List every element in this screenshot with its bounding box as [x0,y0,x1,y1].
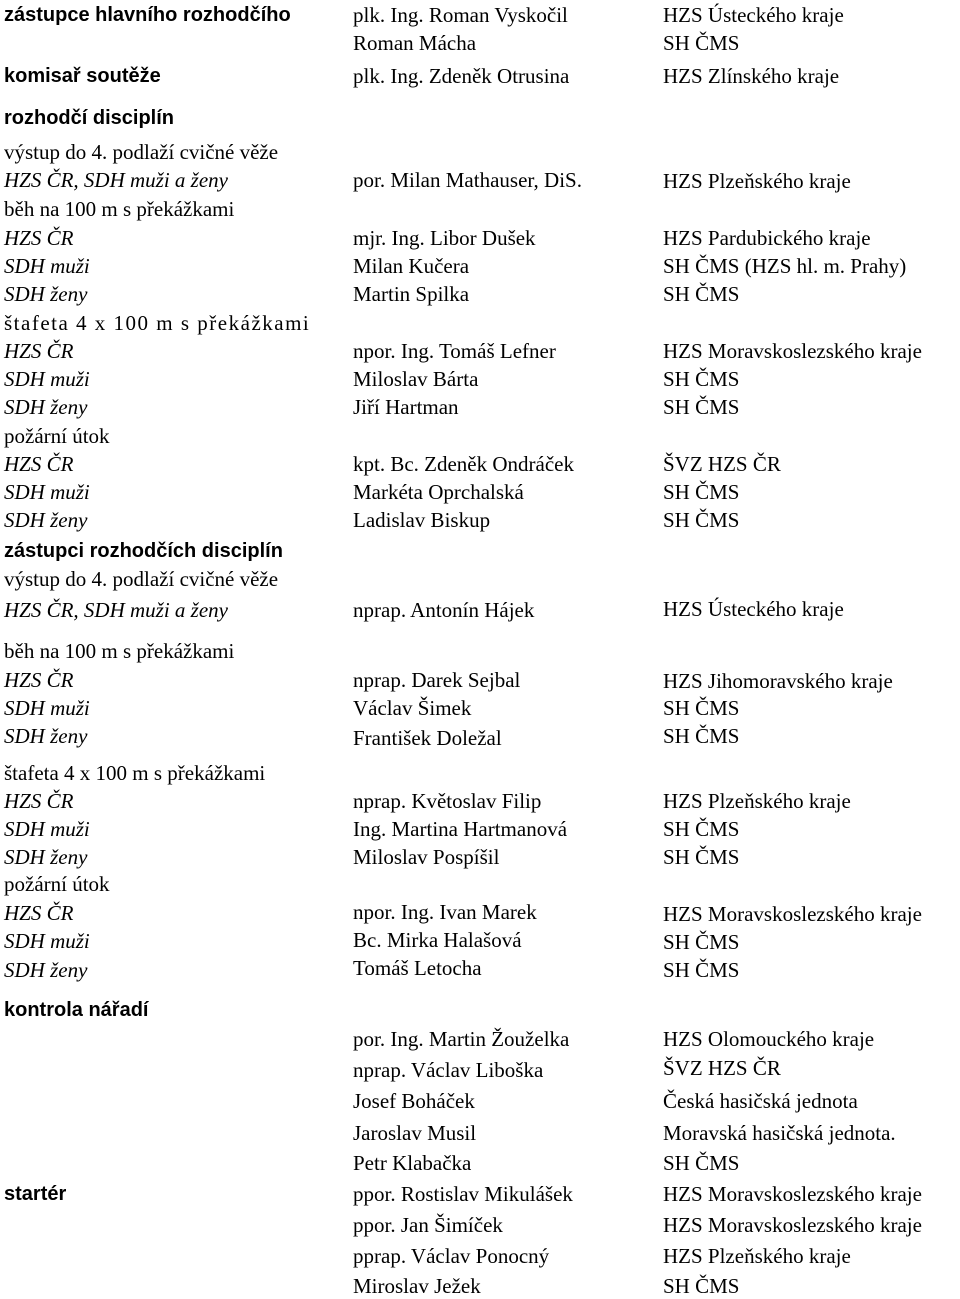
discipline-heading: štafeta 4 x 100 m s překážkami [4,761,266,785]
organization: SH ČMS [663,958,740,982]
organization: SH ČMS [663,1274,740,1298]
category-label: SDH ženy [4,508,88,532]
organization: HZS Plzeňského kraje [663,789,851,813]
section-heading-discipline-referees: rozhodčí disciplín [4,107,175,129]
person-name: Ing. Martina Hartmanová [353,817,568,841]
person-name: Markéta Oprchalská [353,480,524,504]
person-name: Tomáš Letocha [353,956,482,980]
category-label: SDH muži [4,929,90,953]
category-label: SDH muži [4,696,90,720]
person-name: por. Milan Mathauser, DiS. [353,168,582,192]
organization: SH ČMS [663,817,740,841]
organization: SH ČMS [663,31,740,55]
organization: SH ČMS [663,1151,740,1175]
person-name: plk. Ing. Roman Vyskočil [353,3,568,27]
category-label: SDH muži [4,367,90,391]
discipline-heading: požární útok [4,424,110,448]
person-name: Václav Šimek [353,696,472,720]
category-label: HZS ČR [4,339,74,363]
discipline-heading: výstup do 4. podlaží cvičné věže [4,567,279,591]
person-name: ppor. Jan Šimíček [353,1213,503,1237]
person-name: Petr Klabačka [353,1151,472,1175]
category-label: SDH ženy [4,724,88,748]
person-name: František Doležal [353,726,502,750]
person-name: nprap. Antonín Hájek [353,598,535,622]
organization: HZS Moravskoslezského kraje [663,902,922,926]
person-name: Miloslav Bárta [353,367,479,391]
organization: HZS Plzeňského kraje [663,169,851,193]
organization: SH ČMS (HZS hl. m. Prahy) [663,254,907,278]
person-name: Josef Boháček [353,1089,475,1113]
category-label: SDH ženy [4,845,88,869]
organization: HZS Olomouckého kraje [663,1027,875,1051]
organization: HZS Ústeckého kraje [663,3,844,27]
discipline-heading: výstup do 4. podlaží cvičné věže [4,140,279,164]
organization: SH ČMS [663,930,740,954]
role-deputy-chief-referee: zástupce hlavního rozhodčího [4,4,291,26]
person-name: nprap. Květoslav Filip [353,789,542,813]
section-heading-deputy-discipline-referees: zástupci rozhodčích disciplín [4,540,283,562]
organization: HZS Ústeckého kraje [663,597,844,621]
category-label: SDH ženy [4,958,88,982]
organization: SH ČMS [663,282,740,306]
organization: HZS Zlínského kraje [663,64,840,88]
organization: ŠVZ HZS ČR [663,452,781,476]
organization: SH ČMS [663,696,740,720]
section-heading-starter: startér [4,1183,67,1205]
organization: HZS Plzeňského kraje [663,1244,851,1268]
organization: SH ČMS [663,395,740,419]
category-label: HZS ČR, SDH muži a ženy [4,168,228,192]
organization: Česká hasičská jednota [663,1089,858,1113]
category-label: HZS ČR [4,668,74,692]
organization: HZS Moravskoslezského kraje [663,339,922,363]
person-name: npor. Ing. Ivan Marek [353,900,537,924]
organization: HZS Pardubického kraje [663,226,871,250]
person-name: Ladislav Biskup [353,508,491,532]
person-name: Roman Mácha [353,31,477,55]
person-name: npor. Ing. Tomáš Lefner [353,339,556,363]
person-name: nprap. Václav Liboška [353,1058,544,1082]
person-name: Jiří Hartman [353,395,459,419]
person-name: mjr. Ing. Libor Dušek [353,226,536,250]
person-name: ppor. Rostislav Mikulášek [353,1182,573,1206]
category-label: HZS ČR [4,901,74,925]
discipline-heading: běh na 100 m s překážkami [4,197,235,221]
organization: HZS Moravskoslezského kraje [663,1182,922,1206]
organization: SH ČMS [663,508,740,532]
person-name: Miloslav Pospíšil [353,845,500,869]
category-label: HZS ČR [4,789,74,813]
discipline-heading: běh na 100 m s překážkami [4,639,235,663]
discipline-heading: štafeta 4 x 100 m s překážkami [4,311,311,335]
organization: Moravská hasičská jednota. [663,1121,896,1145]
organization: HZS Moravskoslezského kraje [663,1213,922,1237]
organization: SH ČMS [663,724,740,748]
organization: SH ČMS [663,845,740,869]
category-label: SDH muži [4,817,90,841]
person-name: nprap. Darek Sejbal [353,668,521,692]
category-label: SDH muži [4,254,90,278]
category-label: HZS ČR, SDH muži a ženy [4,598,228,622]
section-heading-equipment-control: kontrola nářadí [4,999,149,1021]
person-name: Martin Spilka [353,282,470,306]
organization: SH ČMS [663,367,740,391]
person-name: plk. Ing. Zdeněk Otrusina [353,64,570,88]
organization: SH ČMS [663,480,740,504]
organization: ŠVZ HZS ČR [663,1056,781,1080]
role-competition-commissioner: komisař soutěže [4,65,161,87]
category-label: SDH ženy [4,395,88,419]
organization: HZS Jihomoravského kraje [663,669,893,693]
discipline-heading: požární útok [4,872,110,896]
person-name: por. Ing. Martin Žouželka [353,1027,570,1051]
person-name: pprap. Václav Ponocný [353,1244,550,1268]
person-name: Bc. Mirka Halašová [353,928,522,952]
person-name: Miroslav Ježek [353,1274,481,1298]
category-label: HZS ČR [4,452,74,476]
person-name: Jaroslav Musil [353,1121,477,1145]
person-name: kpt. Bc. Zdeněk Ondráček [353,452,575,476]
category-label: HZS ČR [4,226,74,250]
person-name: Milan Kučera [353,254,470,278]
category-label: SDH ženy [4,282,88,306]
category-label: SDH muži [4,480,90,504]
